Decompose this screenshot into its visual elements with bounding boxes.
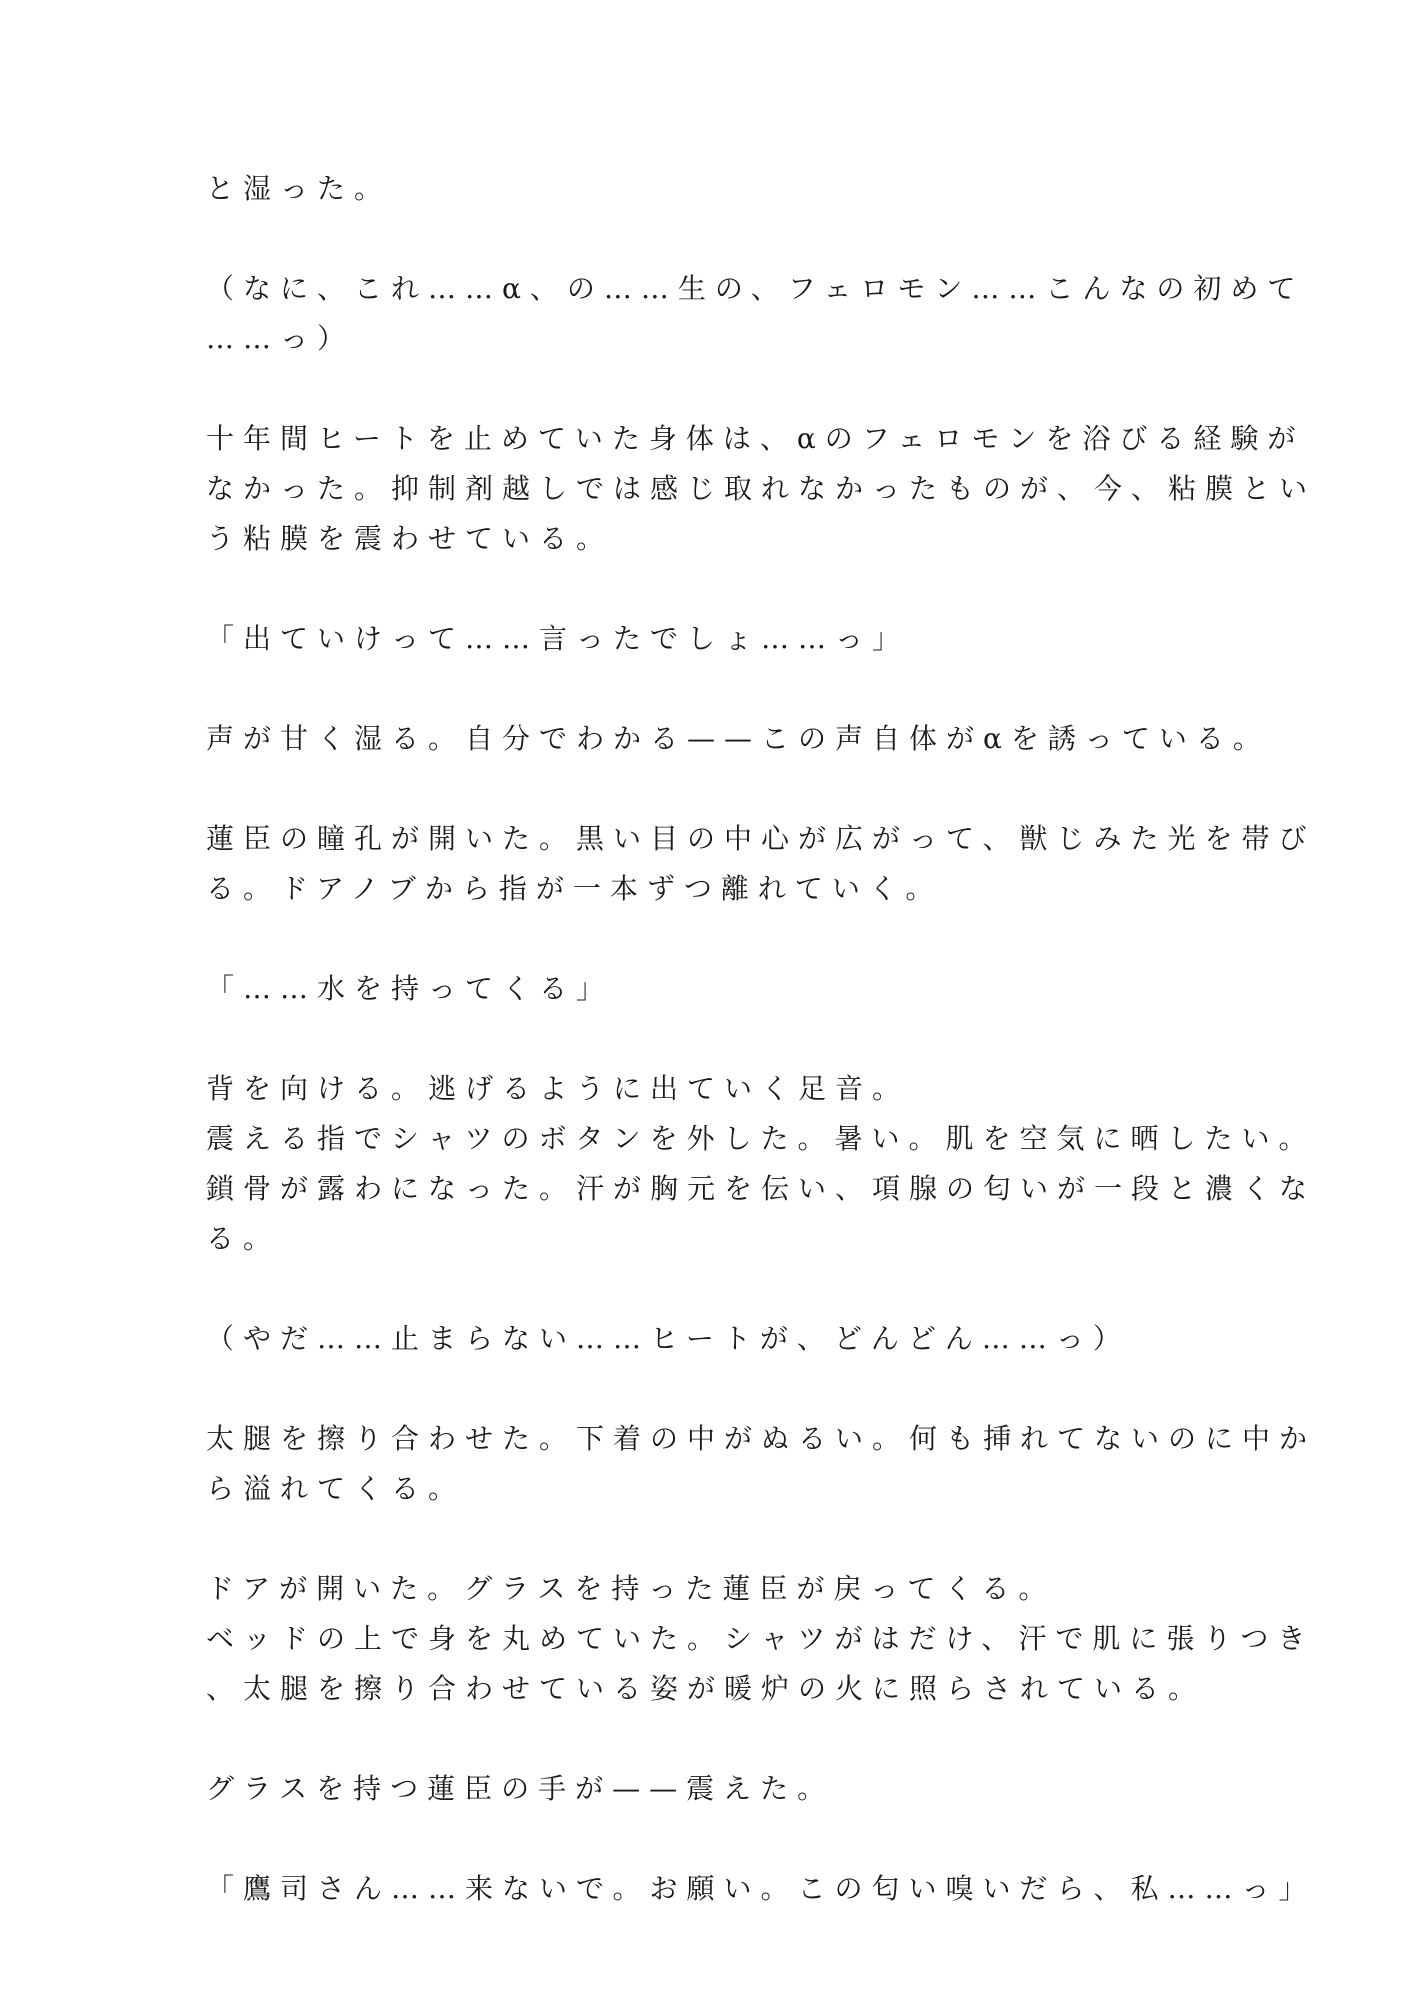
paragraph <box>206 1564 1315 1714</box>
text-line: 、太腿を擦り合わせている姿が暖炉の火に照らされている。 <box>206 1672 1206 1705</box>
text-line: る。ドアノブから指が一本ずつ離れていく。 <box>206 872 943 905</box>
text-line: 「出ていけって……言ったでしょ……っ」 <box>206 622 910 655</box>
paragraph <box>206 1414 1317 1514</box>
text-line: なかった。抑制剤越しでは感じ取れなかったものが、今、粘膜とい <box>206 472 1317 505</box>
text-line: 蓮臣の瞳孔が開いた。黒い目の中心が広がって、獣じみた光を帯び <box>206 822 1316 855</box>
text-line: ら溢れてくる。 <box>206 1472 466 1505</box>
paragraph <box>206 614 1206 664</box>
paragraph <box>206 1864 1316 1914</box>
text-line: と湿った。 <box>206 172 392 205</box>
text-line: ベッドの上で身を丸めていた。シャツがはだけ、汗で肌に張りつき <box>206 1622 1315 1655</box>
text-line: 「……水を持ってくる」 <box>206 972 614 1005</box>
text-line: （なに、これ……α、の……生の、フェロモン……こんなの初めて <box>206 272 1305 305</box>
paragraph <box>206 1314 1206 1364</box>
paragraph <box>206 164 1206 214</box>
text-line: 太腿を擦り合わせた。下着の中がぬるい。何も挿れてないのに中か <box>206 1422 1317 1455</box>
text-line: グラスを持つ蓮臣の手が——震えた。 <box>206 1772 835 1805</box>
text-line: ……っ） <box>206 322 355 355</box>
text-line: （やだ……止まらない……ヒートが、どんどん……っ） <box>206 1322 1130 1355</box>
paragraph <box>206 714 1270 764</box>
paragraph <box>206 1764 1206 1814</box>
text-line: 「鷹司さん……来ないで。お願い。この匂い嗅いだら、私……っ」 <box>206 1872 1316 1905</box>
text-line: 声が甘く湿る。自分でわかる——この声自体がαを誘っている。 <box>206 722 1270 755</box>
text-line: 背を向ける。逃げるように出ていく足音。 <box>206 1072 910 1105</box>
text-line: 十年間ヒートを止めていた身体は、αのフェロモンを浴びる経験が <box>206 422 1305 455</box>
text-line: 震える指でシャツのボタンを外した。暑い。肌を空気に晒したい。 <box>206 1122 1316 1155</box>
paragraph <box>206 964 1206 1014</box>
paragraph <box>206 1064 1317 1264</box>
paragraph <box>206 264 1305 364</box>
text-line: う粘膜を震わせている。 <box>206 522 614 555</box>
paragraph <box>206 814 1316 914</box>
paragraph <box>206 414 1317 564</box>
text-line: ドアが開いた。グラスを持った蓮臣が戻ってくる。 <box>206 1572 1056 1605</box>
body-text <box>206 164 1317 1914</box>
text-line: 鎖骨が露わになった。汗が胸元を伝い、項腺の匂いが一段と濃くな <box>206 1172 1317 1205</box>
text-line: る。 <box>206 1222 281 1255</box>
